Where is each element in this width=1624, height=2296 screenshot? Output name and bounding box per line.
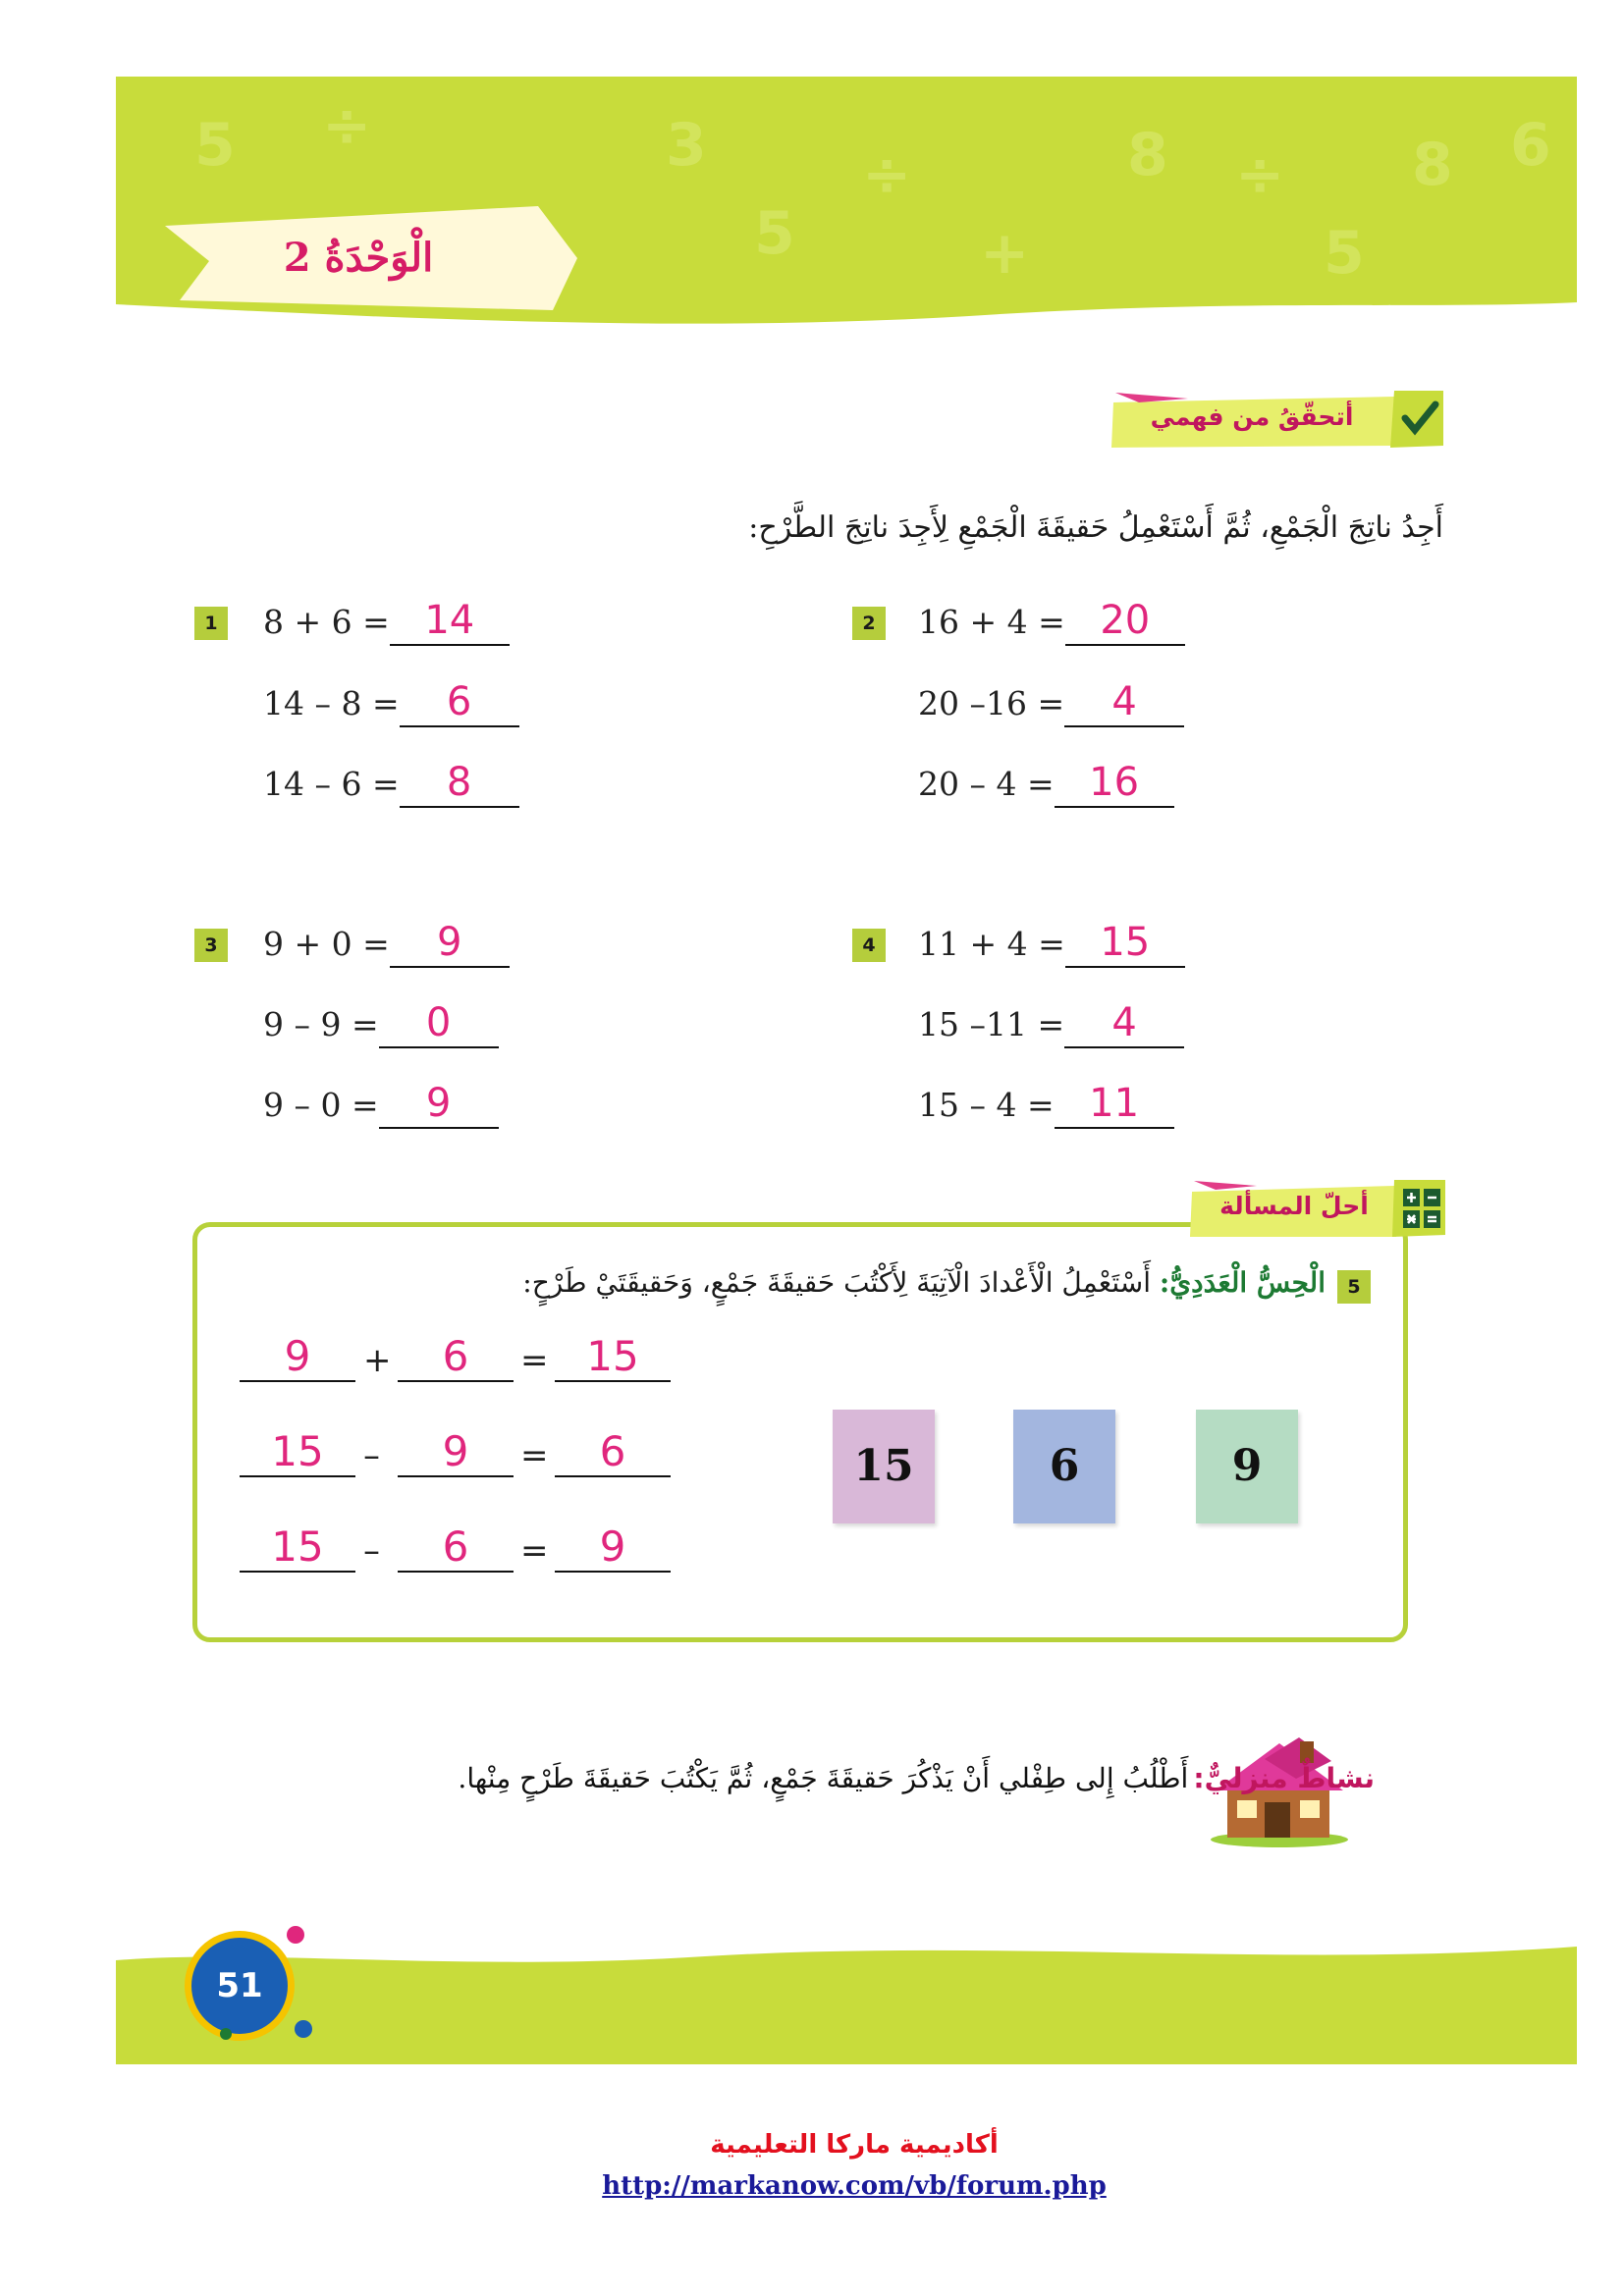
equation-2c: 20 – 4 = 16	[918, 763, 1174, 808]
operator: –	[363, 1531, 380, 1571]
answer: 9	[442, 1427, 469, 1475]
footer-band	[116, 1929, 1577, 2064]
answer-blank[interactable]	[400, 760, 519, 808]
equation-4a: 11 + 4 = 15	[918, 923, 1185, 968]
answer-blank[interactable]	[1065, 598, 1185, 646]
check-understanding-tab	[1110, 391, 1443, 446]
answer: 15	[271, 1427, 324, 1475]
operator: +	[363, 1341, 392, 1380]
svg-text:8: 8	[1412, 131, 1453, 199]
answer: 9	[599, 1522, 626, 1571]
answer: 4	[1111, 1000, 1137, 1045]
answer: 6	[442, 1522, 469, 1571]
answer: 15	[1100, 920, 1151, 965]
equation-4c: 15 – 4 = 11	[918, 1084, 1174, 1129]
equation-2b: 20 –16 = 4	[918, 682, 1184, 727]
answer-blank[interactable]	[1065, 920, 1185, 968]
equation-2a: 16 + 4 = 20	[918, 601, 1185, 646]
answer: 0	[425, 1000, 452, 1045]
answer-blank[interactable]	[555, 1333, 671, 1382]
equation-3a: 9 + 0 = 9	[263, 923, 510, 968]
answer-blank[interactable]	[1055, 760, 1174, 808]
problem-solving-tab	[1188, 1178, 1445, 1233]
answer: 20	[1100, 598, 1151, 643]
answer-blank[interactable]	[1064, 679, 1184, 727]
svg-text:8: 8	[1127, 121, 1168, 189]
problem-number-3: 3	[194, 929, 228, 962]
check-instruction: أَجِدُ ناتِجَ الْجَمْعِ، ثُمَّ أَسْتَعْمِلُ حَقيقَةَ الْجَمْعِ لِأَجِدَ ناتِجَ الطَّرْحِ:	[748, 510, 1443, 545]
number-card-15: 15	[833, 1410, 935, 1523]
academy-link[interactable]: http://markanow.com/vb/forum.php	[602, 2171, 1107, 2201]
number-card-9: 9	[1196, 1410, 1298, 1523]
answer: 15	[586, 1332, 639, 1380]
answer-blank[interactable]	[400, 679, 519, 727]
operator: =	[520, 1436, 549, 1475]
problem-number-5: 5	[1337, 1270, 1371, 1304]
answer-blank[interactable]	[398, 1428, 514, 1477]
svg-text:5: 5	[1324, 219, 1365, 288]
answer: 6	[442, 1332, 469, 1380]
svg-text:÷: ÷	[322, 91, 372, 160]
answer: 9	[437, 920, 462, 965]
equation-3b: 9 – 9 = 0	[263, 1003, 499, 1048]
svg-text:+: +	[980, 219, 1030, 288]
number-sense-instruction	[432, 1266, 1326, 1299]
answer: 15	[271, 1522, 324, 1571]
answer-blank[interactable]	[240, 1333, 355, 1382]
equation-4b: 15 –11 = 4	[918, 1003, 1184, 1048]
home-activity	[236, 1762, 1375, 1821]
check-understanding-label: أتحقّقُ من فهمي	[1150, 402, 1354, 431]
answer: 6	[599, 1427, 626, 1475]
footer-wave	[116, 1929, 1577, 1988]
answer: 14	[424, 598, 475, 643]
checkmark-icon	[1400, 399, 1439, 438]
home-activity-text: أَطْلُبُ إِلى طِفْلي أَنْ يَذْكُرَ حَقيقَةَ جَمْعٍ، ثُمَّ يَكْتُبَ حَقيقَةَ طَرْحٍ مِنْها.	[458, 1762, 1189, 1794]
svg-text:6: 6	[1510, 111, 1551, 180]
operator: –	[363, 1436, 380, 1475]
answer-blank[interactable]	[1064, 1000, 1184, 1048]
home-activity-label: نشاطٌ منزليٌّ:	[1193, 1762, 1375, 1794]
calculator-icon	[1402, 1188, 1441, 1229]
svg-text:÷: ÷	[862, 140, 912, 209]
answer: 6	[446, 679, 472, 724]
answer-blank[interactable]	[379, 1081, 499, 1129]
problem-number-4: 4	[852, 929, 886, 962]
answer-blank[interactable]	[398, 1523, 514, 1573]
answer-blank[interactable]	[555, 1523, 671, 1573]
svg-text:÷: ÷	[1235, 140, 1285, 209]
answer: 11	[1089, 1081, 1140, 1126]
operator: =	[520, 1341, 549, 1380]
number-card-6: 6	[1013, 1410, 1115, 1523]
problem-solving-label: أحلّ المسألة	[1219, 1192, 1369, 1220]
answer: 16	[1089, 760, 1140, 805]
answer: 4	[1111, 679, 1137, 724]
svg-text:5: 5	[194, 111, 236, 180]
academy-name: أكاديمية ماركا التعليمية	[710, 2130, 999, 2160]
answer-blank[interactable]	[240, 1428, 355, 1477]
problem-number-2: 2	[852, 607, 886, 640]
problem-number-1: 1	[194, 607, 228, 640]
operator: =	[520, 1531, 549, 1571]
equation-3c: 9 – 0 = 9	[263, 1084, 499, 1129]
number-sense-heading: الْحِسُّ الْعَدَدِيُّ:	[1159, 1266, 1326, 1299]
answer-blank[interactable]	[240, 1523, 355, 1573]
decor-dot	[295, 2020, 312, 2038]
answer-blank[interactable]	[390, 920, 510, 968]
answer-blank[interactable]	[555, 1428, 671, 1477]
answer: 9	[284, 1332, 311, 1380]
equation-1a: 8 + 6 = 14	[263, 601, 510, 646]
svg-text:5: 5	[754, 199, 795, 268]
decor-dot	[220, 2028, 232, 2040]
number-sense-text: أَسْتَعْمِلُ الْأَعْدادَ الْآتِيَةَ لِأَكْتُبَ حَقيقَةَ جَمْعٍ، وَحَقيقَتَيْ طَرْحٍ:	[522, 1266, 1152, 1299]
page-number: 51	[185, 1931, 295, 2041]
answer-blank[interactable]	[379, 1000, 499, 1048]
decor-dot	[287, 1926, 304, 1944]
svg-text:3: 3	[666, 111, 707, 180]
answer-blank[interactable]	[1055, 1081, 1174, 1129]
answer-blank[interactable]	[390, 598, 510, 646]
equation-1c: 14 – 6 = 8	[263, 763, 519, 808]
answer: 9	[425, 1081, 452, 1126]
unit-title: الْوَحْدَةُ 2	[283, 235, 434, 281]
answer-blank[interactable]	[398, 1333, 514, 1382]
equation-1b: 14 – 8 = 6	[263, 682, 519, 727]
answer: 8	[446, 760, 472, 805]
